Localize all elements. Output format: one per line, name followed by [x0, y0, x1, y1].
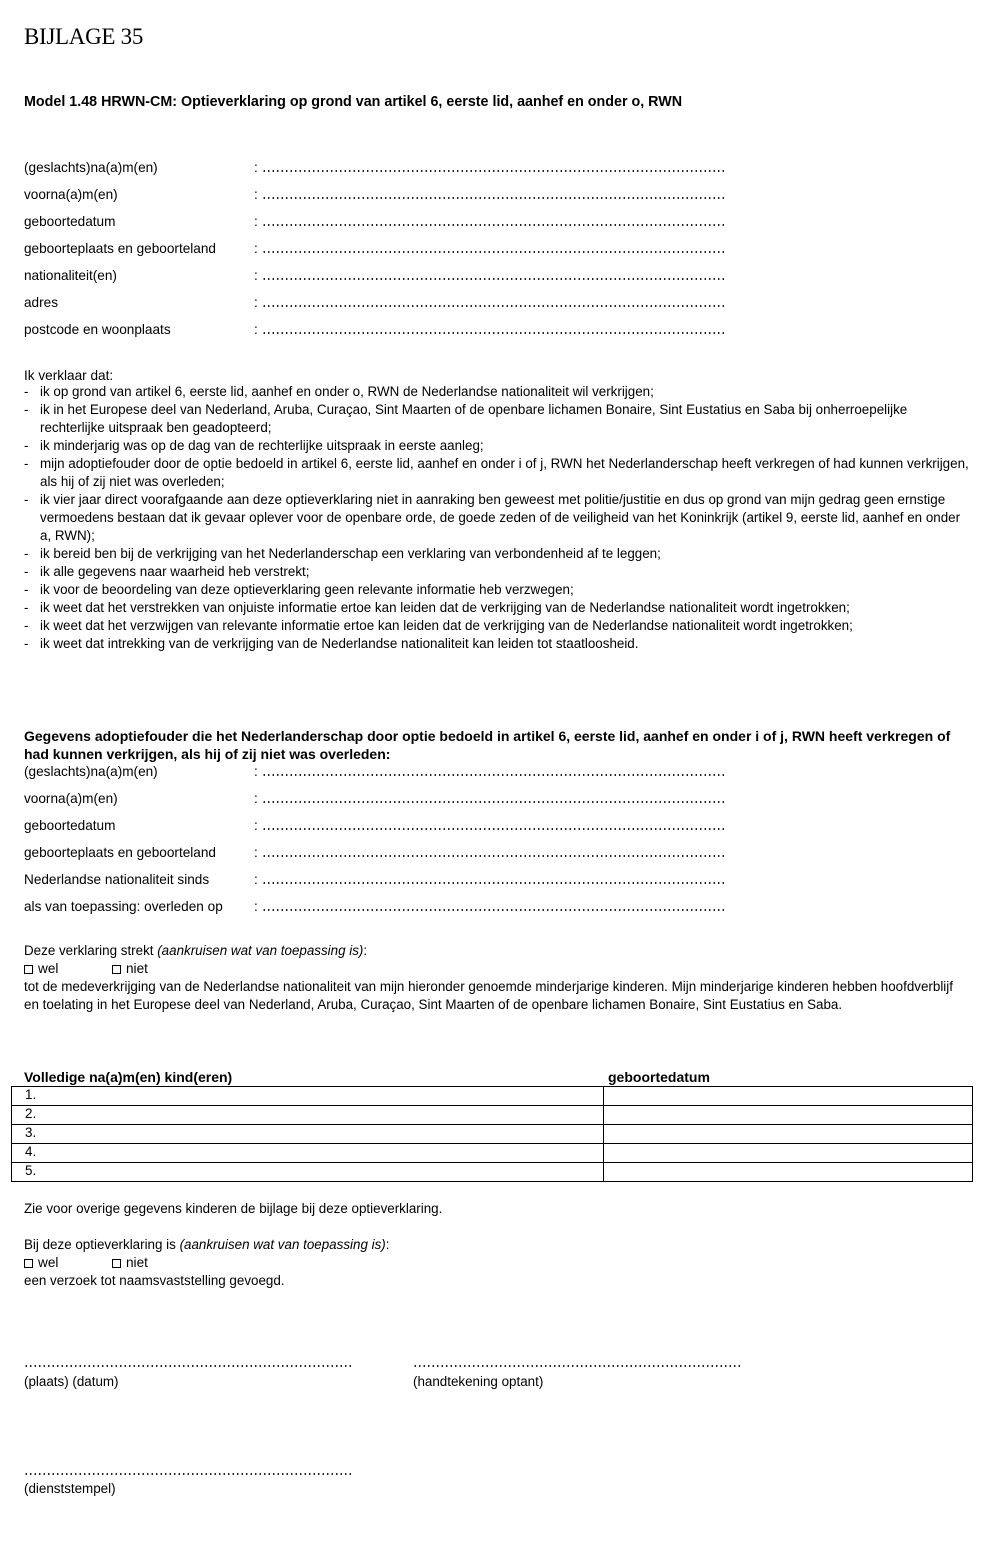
field-separator: : [254, 764, 258, 779]
declaration-item [24, 599, 974, 617]
declaration-item [24, 437, 974, 455]
lead-italic: (aankruisen wat van toepassing is) [179, 1237, 386, 1252]
form-title: Model 1.48 HRWN-CM: Optieverklaring op grond van artikel 6, eerste lid, aanhef en onder o, RWN [24, 94, 683, 110]
table-row [12, 1125, 973, 1144]
option-niet[interactable] [112, 1255, 148, 1271]
dash-bullet: - [24, 618, 29, 633]
name-request-lead [24, 1236, 389, 1254]
declaration-item [24, 635, 974, 653]
children-table [11, 1086, 973, 1182]
appendix-note: Zie voor overige gegevens kinderen de bijlage bij deze optieverklaring. [24, 1201, 443, 1216]
declaration-text: ik weet dat het verstrekken van onjuiste informatie ertoe kan leiden dat de verkrijging van de Nederlandse nationaliteit wordt ingetrokken; [40, 600, 850, 615]
field-label: geboortedatum [24, 818, 116, 833]
field-separator: : [254, 899, 258, 914]
table-header-names: Volledige na(a)m(en) kind(eren) [24, 1069, 233, 1085]
dash-bullet: - [24, 600, 29, 615]
field-separator: : [254, 845, 258, 860]
dotted-fill-line[interactable] [262, 774, 724, 776]
field-separator: : [254, 295, 258, 310]
field-separator: : [254, 322, 258, 337]
place-date-line[interactable] [24, 1365, 352, 1367]
child-birthdate-cell[interactable] [604, 1106, 973, 1125]
child-birthdate-cell[interactable] [604, 1087, 973, 1106]
lead-text: Bij deze optieverklaring is [24, 1237, 180, 1252]
declaration-intro: Ik verklaar dat: [24, 368, 114, 383]
declaration-text: ik alle gegevens naar waarheid heb verstrekt; [40, 564, 310, 579]
field-separator: : [254, 160, 258, 175]
dotted-fill-line[interactable] [262, 170, 724, 172]
declaration-text: ik bereid ben bij de verkrijging van het Nederlanderschap een verklaring van verbondenheid af te leggen; [40, 546, 661, 561]
children-statement-text: tot de medeverkrijging van de Nederlandse nationaliteit van mijn hieronder genoemde minderjarige kinderen. Mijn minderjarige kinderen hebben hoofdverblijf en toelating in het Europese deel van Nederland, Aruba, Curaçao, Sint Maarten of de openbare lichamen Bonaire, Sint Eustatius en Saba. [24, 979, 953, 1012]
dotted-fill-line[interactable] [262, 305, 724, 307]
declaration-text: ik weet dat het verzwijgen van relevante informatie ertoe kan leiden dat de verkrijging van de Nederlandse nationaliteit wordt ingetrokken; [40, 618, 853, 633]
checkbox-icon[interactable] [24, 965, 33, 974]
declaration-text: mijn adoptiefouder door de optie bedoeld in artikel 6, eerste lid, aanhef en onder i of j, RWN het Nederlanderschap heeft verkregen of had kunnen verkrijgen, als hij of zij niet was overleden; [40, 456, 969, 489]
field-label: geboorteplaats en geboorteland [24, 845, 216, 860]
checkbox-icon[interactable] [24, 1259, 33, 1268]
declaration-text: ik minderjarig was op de dag van de rechterlijke uitspraak in eerste aanleg; [40, 438, 484, 453]
child-name-cell[interactable]: 4. [12, 1144, 604, 1163]
field-label: geboorteplaats en geboorteland [24, 241, 216, 256]
checkbox-icon[interactable] [112, 965, 121, 974]
child-name-cell[interactable]: 2. [12, 1106, 604, 1125]
table-row [12, 1106, 973, 1125]
dotted-fill-line[interactable] [262, 197, 724, 199]
declaration-text: ik in het Europese deel van Nederland, Aruba, Curaçao, Sint Maarten of de openbare lichamen Bonaire, Sint Eustatius en Saba bij onherroepelijke rechterlijke uitspraak ben geadopteerd; [40, 402, 908, 435]
dash-bullet: - [24, 582, 29, 597]
child-name-cell[interactable]: 3. [12, 1125, 604, 1144]
option-label: niet [126, 961, 148, 976]
child-birthdate-cell[interactable] [604, 1125, 973, 1144]
option-label: wel [38, 1255, 59, 1270]
dash-bullet: - [24, 492, 29, 507]
dash-bullet: - [24, 636, 29, 651]
declaration-text: ik weet dat intrekking van de verkrijging van de Nederlandse nationaliteit kan leiden tot staatloosheid. [40, 636, 639, 651]
table-row [12, 1087, 973, 1106]
declaration-text: ik voor de beoordeling van deze optieverklaring geen relevante informatie heb verzwegen; [40, 582, 574, 597]
declaration-item [24, 383, 974, 401]
dash-bullet: - [24, 402, 29, 417]
field-label: nationaliteit(en) [24, 268, 117, 283]
dash-bullet: - [24, 546, 29, 561]
declaration-list [24, 383, 974, 653]
stamp-line[interactable] [24, 1473, 352, 1475]
field-label: postcode en woonplaats [24, 322, 171, 337]
declaration-item [24, 455, 974, 491]
stamp-label: (dienststempel) [24, 1481, 116, 1496]
dotted-fill-line[interactable] [262, 828, 724, 830]
signature-line[interactable] [413, 1365, 741, 1367]
dotted-fill-line[interactable] [262, 855, 724, 857]
lead-text: Deze verklaring strekt [24, 943, 158, 958]
declaration-item [24, 401, 974, 437]
dotted-fill-line[interactable] [262, 801, 724, 803]
dotted-fill-line[interactable] [262, 909, 724, 911]
option-wel[interactable] [24, 961, 58, 977]
field-separator: : [254, 214, 258, 229]
declaration-text: ik vier jaar direct voorafgaande aan deze optieverklaring niet in aanraking ben geweest met politie/justitie en dus op grond van mijn gedrag geen ernstige vermoedens bestaan dat ik gevaar oplever voor de openbare orde, de goede zeden of de veiligheid van het Koninkrijk (artikel 9, eerste lid, aanhef en onder a, RWN); [40, 492, 961, 543]
declaration-item [24, 563, 974, 581]
checkbox-icon[interactable] [112, 1259, 121, 1268]
adoptive-parent-heading: Gegevens adoptiefouder die het Nederlanderschap door optie bedoeld in artikel 6, eerste lid, aanhef en onder i of j, RWN heeft verkregen of had kunnen verkrijgen, als hij of zij niet was overleden: [24, 728, 951, 762]
table-row [12, 1163, 973, 1182]
declaration-item [24, 617, 974, 635]
signature-label: (handtekening optant) [413, 1374, 544, 1389]
field-label: voorna(a)m(en) [24, 791, 118, 806]
name-request-text: een verzoek tot naamsvaststelling gevoegd. [24, 1273, 285, 1288]
dotted-fill-line[interactable] [262, 278, 724, 280]
dotted-fill-line[interactable] [262, 332, 724, 334]
field-label: voorna(a)m(en) [24, 187, 118, 202]
option-label: wel [38, 961, 59, 976]
dash-bullet: - [24, 564, 29, 579]
lead-end: : [385, 1237, 390, 1252]
field-separator: : [254, 241, 258, 256]
field-label: geboortedatum [24, 214, 116, 229]
declaration-item [24, 491, 974, 545]
child-name-cell[interactable]: 1. [12, 1087, 604, 1106]
child-name-cell[interactable]: 5. [12, 1163, 604, 1182]
dotted-fill-line[interactable] [262, 882, 724, 884]
option-niet[interactable] [112, 961, 148, 977]
declaration-item [24, 545, 974, 563]
dotted-fill-line[interactable] [262, 251, 724, 253]
field-separator: : [254, 187, 258, 202]
place-date-label: (plaats) (datum) [24, 1374, 119, 1389]
field-separator: : [254, 818, 258, 833]
dash-bullet: - [24, 456, 29, 471]
dotted-fill-line[interactable] [262, 224, 724, 226]
table-row [12, 1144, 973, 1163]
declaration-text: ik op grond van artikel 6, eerste lid, aanhef en onder o, RWN de Nederlandse nationaliteit wil verkrijgen; [40, 384, 654, 399]
declaration-item [24, 581, 974, 599]
child-birthdate-cell[interactable] [604, 1163, 973, 1182]
field-separator: : [254, 872, 258, 887]
table-header-birthdate: geboortedatum [608, 1069, 710, 1085]
dash-bullet: - [24, 384, 29, 399]
child-birthdate-cell[interactable] [604, 1144, 973, 1163]
field-label: (geslachts)na(a)m(en) [24, 160, 158, 175]
dash-bullet: - [24, 438, 29, 453]
lead-italic: (aankruisen wat van toepassing is) [157, 943, 364, 958]
field-separator: : [254, 268, 258, 283]
field-label: (geslachts)na(a)m(en) [24, 764, 158, 779]
option-label: niet [126, 1255, 148, 1270]
field-label: als van toepassing: overleden op [24, 899, 223, 914]
lead-end: : [363, 943, 368, 958]
page-header: BIJLAGE 35 [24, 24, 144, 49]
option-wel[interactable] [24, 1255, 58, 1271]
field-label: Nederlandse nationaliteit sinds [24, 872, 210, 887]
children-statement-lead [24, 942, 367, 960]
field-label: adres [24, 295, 59, 310]
field-separator: : [254, 791, 258, 806]
